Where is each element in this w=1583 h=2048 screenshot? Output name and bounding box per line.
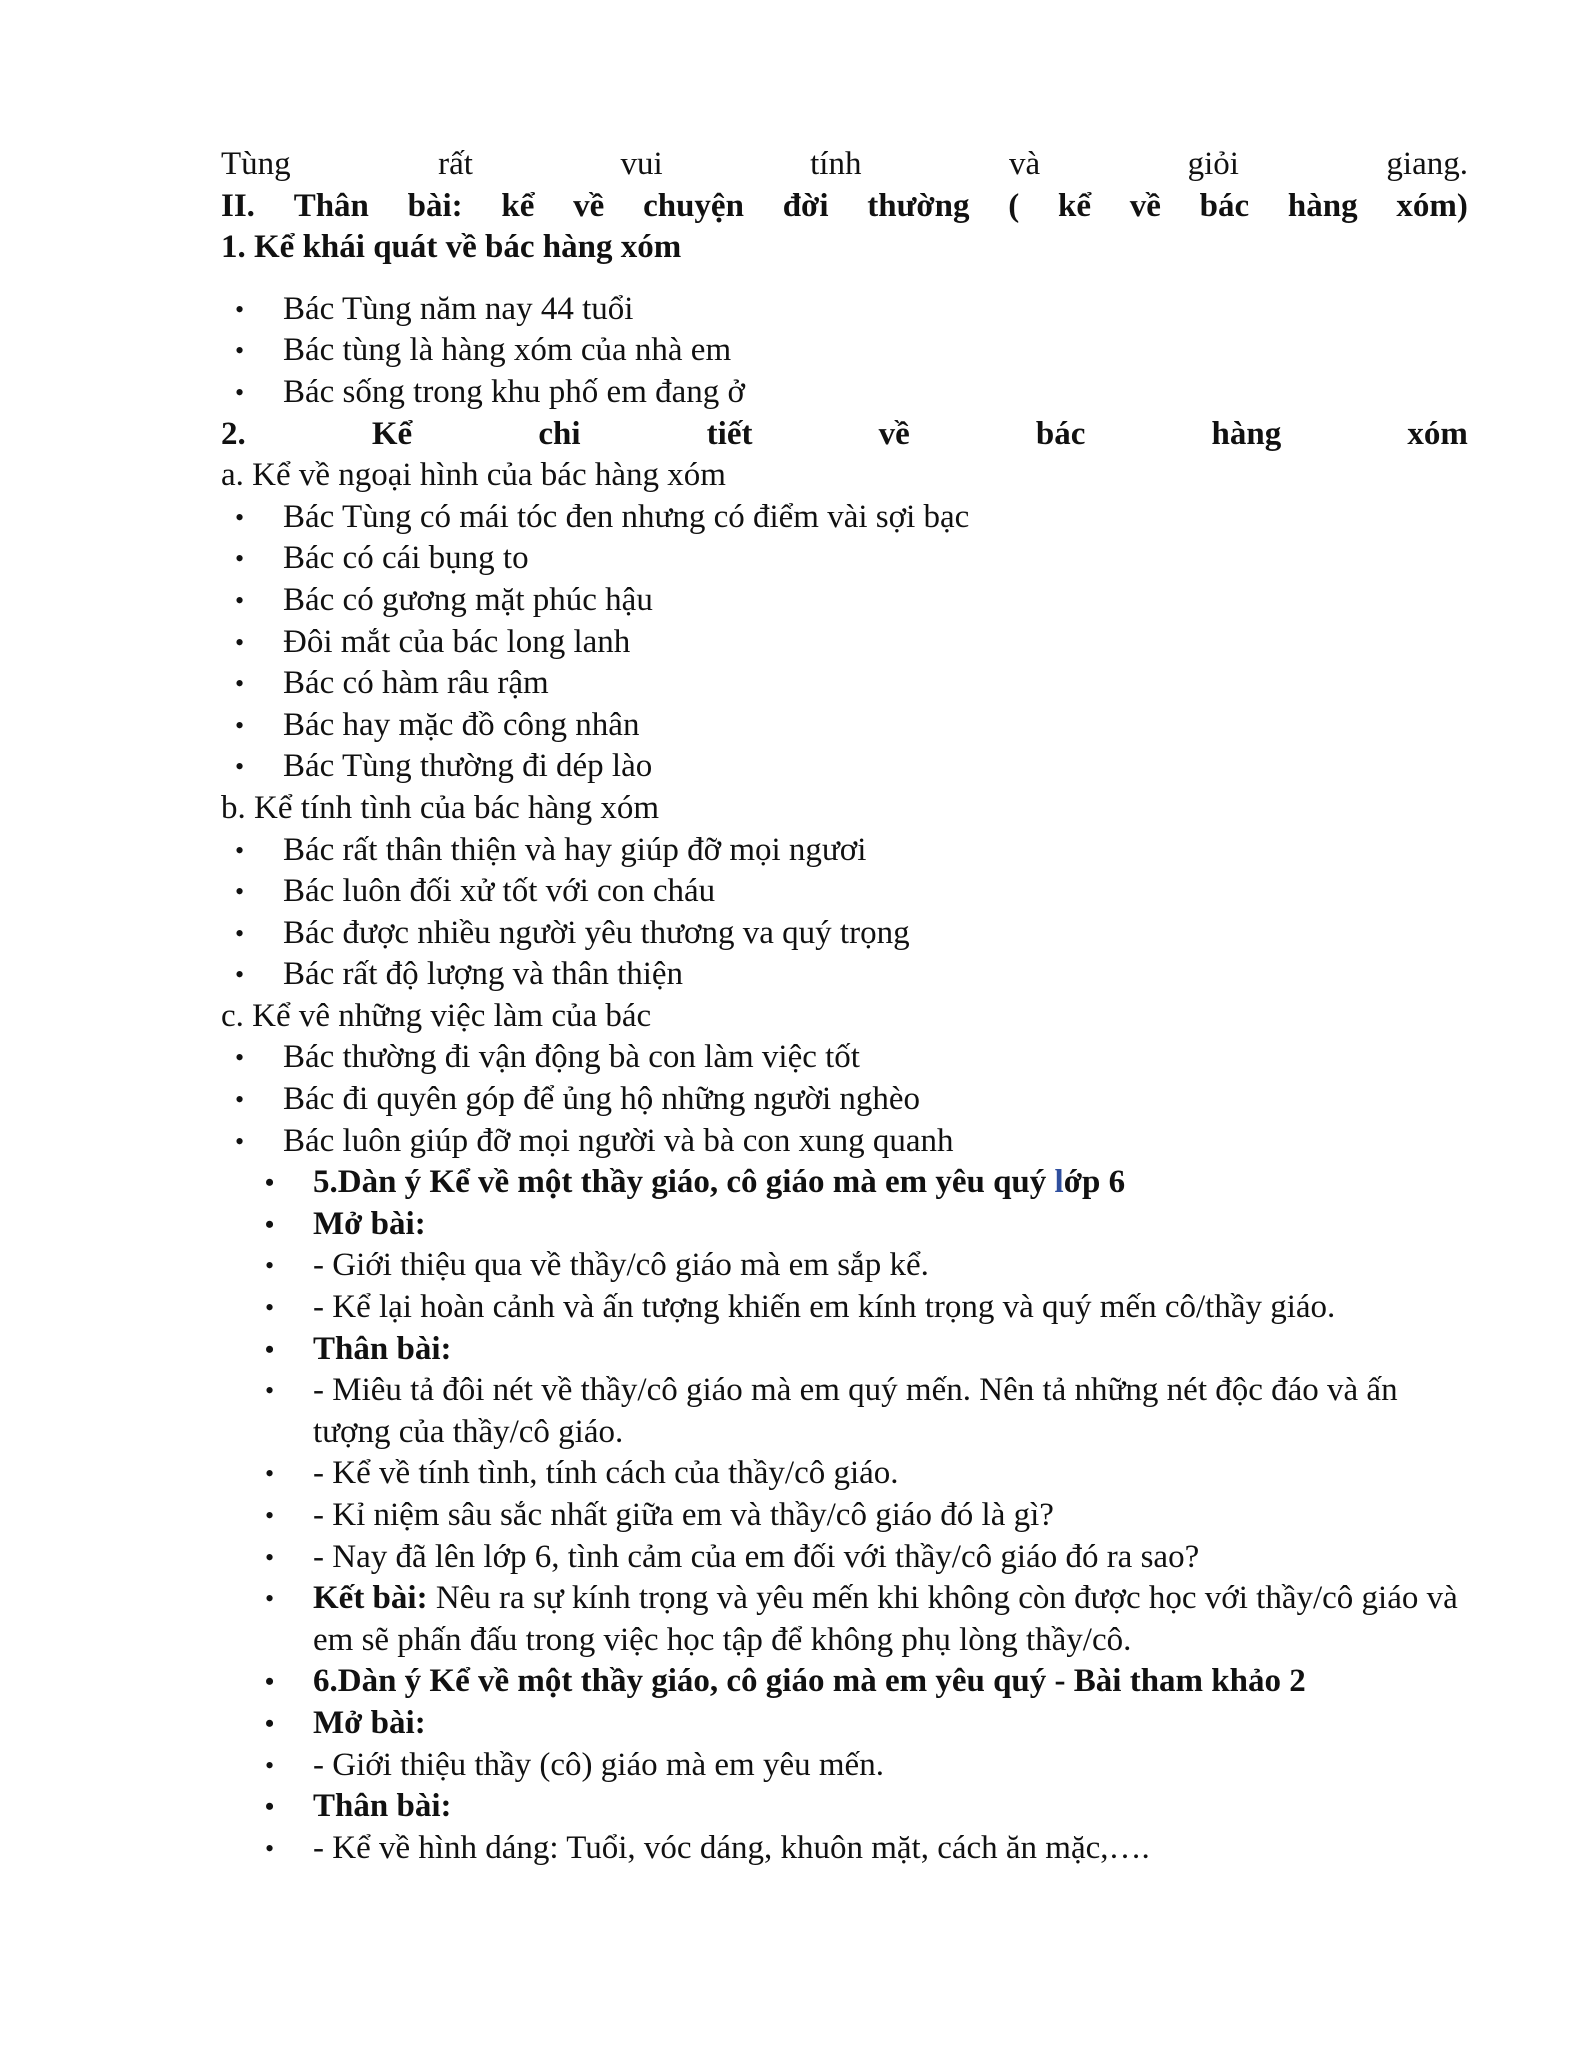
intro-tail-line	[221, 144, 1468, 186]
outline-5-title	[221, 1162, 1468, 1204]
outline-5-list	[221, 1162, 1468, 1869]
title-text: 5.Dàn ý Kể về một thầy giáo, cô giáo mà em yêu quý	[313, 1164, 1055, 1201]
word: Kể	[371, 415, 413, 452]
list-item: • Đôi mắt của bác long lanh	[221, 622, 1468, 664]
mo-bai-label: • Mở bài:	[221, 1703, 1468, 1745]
word: giỏi	[1187, 146, 1239, 182]
list-item: • Bác có gương mặt phúc hậu	[221, 580, 1468, 622]
list-item: • - Kể lại hoàn cảnh và ấn tượng khiến em kính trọng và quý mến cô/thầy giáo.	[221, 1287, 1468, 1329]
mo-bai-label: • Mở bài:	[221, 1204, 1468, 1246]
list-item: • Bác Tùng thường đi dép lào	[221, 746, 1468, 788]
part-2-heading	[221, 414, 1468, 456]
spacer	[221, 269, 1468, 289]
word: vui	[620, 146, 663, 182]
list-item: • Bác rất thân thiện và hay giúp đỡ mọi ngươi	[221, 830, 1468, 872]
list-item: • Bác hay mặc đồ công nhân	[221, 705, 1468, 747]
title-text-end: ớp 6	[1063, 1164, 1126, 1201]
word: rất	[438, 146, 473, 182]
list-item: • Bác có hàm râu rậm	[221, 663, 1468, 705]
word: bài:	[407, 187, 463, 224]
subsection-c-heading: c. Kể vê những việc làm của bác	[221, 997, 652, 1034]
subsection-b-heading: b. Kể tính tình của bác hàng xóm	[221, 789, 660, 826]
word: tiết	[706, 415, 753, 452]
word: về	[573, 187, 605, 224]
word: thường	[867, 187, 970, 224]
word: hàng	[1287, 187, 1358, 224]
word: giang.	[1386, 146, 1468, 182]
list-item: • Bác Tùng có mái tóc đen nhưng có điểm vài sợi bạc	[221, 497, 1468, 539]
word: hàng	[1211, 415, 1282, 452]
subsection-c-list	[221, 1037, 1468, 1162]
list-item: • Bác rất độ lượng và thân thiện	[221, 954, 1468, 996]
word: II.	[221, 187, 255, 224]
list-item: • - Giới thiệu thầy (cô) giáo mà em yêu mến.	[221, 1745, 1468, 1787]
part-1-list	[221, 289, 1468, 414]
word: bác	[1035, 415, 1086, 452]
list-item: • Bác được nhiều người yêu thương va quý trọng	[221, 913, 1468, 955]
than-bai-label: • Thân bài:	[221, 1329, 1468, 1371]
word: chuyện	[643, 187, 744, 224]
word: kể	[501, 187, 535, 224]
ket-bai-text: Nêu ra sự kính trọng và yêu mến khi không còn được học với thầy/cô giáo và em sẽ phấn đấu trong việc học tập để không phụ lòng thầy/cô.	[313, 1580, 1458, 1658]
list-item: • Bác có cái bụng to	[221, 538, 1468, 580]
word: xóm)	[1396, 187, 1468, 224]
list-item: • - Kỉ niệm sâu sắc nhất giữa em và thầy/cô giáo đó là gì?	[221, 1495, 1468, 1537]
word: Thân	[293, 187, 369, 224]
word: xóm	[1407, 415, 1468, 452]
list-item: • Bác Tùng năm nay 44 tuổi	[221, 289, 1468, 331]
title-accent-letter: l	[1054, 1164, 1064, 1201]
word: về	[878, 415, 910, 452]
list-item: • - Kể về hình dáng: Tuổi, vóc dáng, khuôn mặt, cách ăn mặc,….	[221, 1828, 1468, 1870]
word: kể	[1058, 187, 1092, 224]
word: và	[1008, 146, 1041, 182]
word: đời	[782, 187, 829, 224]
word: (	[1008, 187, 1020, 224]
document-page	[221, 144, 1468, 1869]
word: Tùng	[221, 146, 291, 182]
part-1-heading: 1. Kể khái quát về bác hàng xóm	[221, 229, 682, 266]
word: tính	[810, 146, 862, 182]
list-item: • - Nay đã lên lớp 6, tình cảm của em đối với thầy/cô giáo đó ra sao?	[221, 1537, 1468, 1579]
list-item: • Bác sống trong khu phố em đang ở	[221, 372, 1468, 414]
subsection-a-heading: a. Kể về ngoại hình của bác hàng xóm	[221, 457, 726, 494]
subsection-b-list	[221, 830, 1468, 996]
word: chi	[538, 415, 581, 452]
word: 2.	[221, 415, 246, 452]
list-item: • Bác đi quyên góp để ủng hộ những người nghèo	[221, 1079, 1468, 1121]
section-2-heading	[221, 186, 1468, 228]
list-item: • - Miêu tả đôi nét về thầy/cô giáo mà em quý mến. Nên tả những nét độc đáo và ấn tượng của thầy/cô giáo.	[221, 1370, 1468, 1453]
word: bác	[1199, 187, 1250, 224]
list-item: • Bác luôn giúp đỡ mọi người và bà con xung quanh	[221, 1121, 1468, 1163]
ket-bai-item	[221, 1578, 1468, 1661]
outline-6-title: • 6.Dàn ý Kể về một thầy giáo, cô giáo mà em yêu quý - Bài tham khảo 2	[221, 1661, 1468, 1703]
list-item: • - Giới thiệu qua về thầy/cô giáo mà em sắp kể.	[221, 1245, 1468, 1287]
list-item: • Bác tùng là hàng xóm của nhà em	[221, 330, 1468, 372]
than-bai-label: • Thân bài:	[221, 1786, 1468, 1828]
subsection-a-list	[221, 497, 1468, 788]
list-item: • Bác luôn đối xử tốt với con cháu	[221, 871, 1468, 913]
list-item: • - Kể về tính tình, tính cách của thầy/cô giáo.	[221, 1453, 1468, 1495]
word: về	[1129, 187, 1161, 224]
list-item: • Bác thường đi vận động bà con làm việc tốt	[221, 1037, 1468, 1079]
ket-bai-label: Kết bài:	[313, 1580, 428, 1617]
